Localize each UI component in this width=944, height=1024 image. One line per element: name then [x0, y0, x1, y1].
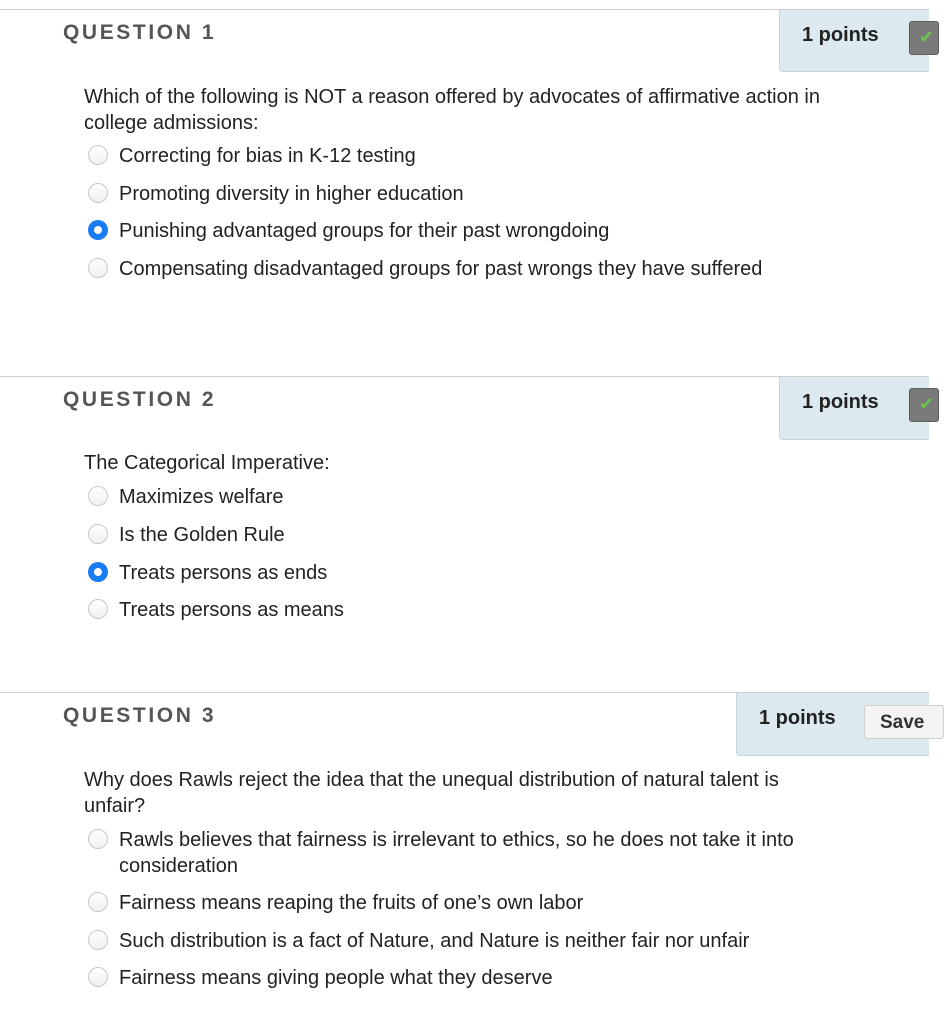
- radio-button[interactable]: [88, 486, 108, 506]
- radio-button[interactable]: [88, 829, 108, 849]
- answer-option[interactable]: [88, 143, 868, 169]
- save-answer-button[interactable]: Save: [864, 705, 944, 739]
- question-title: QUESTION 2: [63, 388, 217, 411]
- answer-label[interactable]: Is the Golden Rule: [119, 524, 285, 546]
- answer-option[interactable]: [88, 560, 868, 586]
- question-3: [0, 692, 929, 1024]
- check-icon: ✔: [919, 27, 935, 47]
- question-prompt: The Categorical Imperative:: [84, 452, 330, 474]
- answer-label[interactable]: Treats persons as ends: [119, 562, 328, 584]
- answer-label[interactable]: Punishing advantaged groups for their past wrongdoing: [119, 220, 610, 242]
- answer-label[interactable]: Correcting for bias in K-12 testing: [119, 145, 416, 167]
- question-2: [0, 376, 935, 676]
- answer-label[interactable]: Fairness means reaping the fruits of one’s own labor: [119, 892, 584, 914]
- radio-button[interactable]: [88, 930, 108, 950]
- answer-label[interactable]: Promoting diversity in higher education: [119, 183, 464, 205]
- question-title: QUESTION 3: [63, 704, 217, 727]
- question-title: QUESTION 1: [63, 21, 217, 44]
- points-label: 1 points: [802, 24, 879, 46]
- answer-option[interactable]: [88, 484, 868, 510]
- answer-option[interactable]: [88, 827, 868, 879]
- radio-button[interactable]: [88, 524, 108, 544]
- answer-option[interactable]: [88, 597, 868, 623]
- radio-button-selected[interactable]: [88, 220, 108, 240]
- save-answer-button[interactable]: [909, 21, 939, 55]
- points-panel: [779, 377, 935, 440]
- answer-label[interactable]: Fairness means giving people what they deserve: [119, 967, 553, 989]
- radio-button[interactable]: [88, 145, 108, 165]
- question-1: [0, 9, 935, 359]
- radio-button[interactable]: [88, 183, 108, 203]
- save-answer-button[interactable]: [909, 388, 939, 422]
- radio-button[interactable]: [88, 258, 108, 278]
- points-label: 1 points: [759, 707, 836, 729]
- answer-option[interactable]: [88, 522, 868, 548]
- points-panel: [779, 10, 935, 72]
- answer-option[interactable]: [88, 218, 868, 244]
- radio-button-selected[interactable]: [88, 562, 108, 582]
- points-panel: [736, 693, 929, 756]
- answer-label[interactable]: Rawls believes that fairness is irrelevant to ethics, so he does not take it into consideration: [119, 829, 794, 877]
- points-label: 1 points: [802, 391, 879, 413]
- radio-button[interactable]: [88, 967, 108, 987]
- answer-label[interactable]: Treats persons as means: [119, 599, 344, 621]
- answer-option[interactable]: [88, 181, 868, 207]
- answer-label[interactable]: Compensating disadvantaged groups for past wrongs they have suffered: [119, 258, 763, 280]
- radio-button[interactable]: [88, 599, 108, 619]
- answer-option[interactable]: [88, 928, 868, 954]
- radio-button[interactable]: [88, 892, 108, 912]
- question-prompt: Why does Rawls reject the idea that the unequal distribution of natural talent is unfair?: [84, 769, 779, 817]
- answer-option[interactable]: [88, 890, 868, 916]
- answer-label[interactable]: Such distribution is a fact of Nature, and Nature is neither fair nor unfair: [119, 930, 750, 952]
- answer-label[interactable]: Maximizes welfare: [119, 486, 284, 508]
- check-icon: ✔: [919, 394, 935, 414]
- answer-option[interactable]: [88, 965, 868, 991]
- answer-option[interactable]: [88, 256, 868, 308]
- question-prompt: Which of the following is NOT a reason offered by advocates of affirmative action in college admissions:: [84, 86, 820, 134]
